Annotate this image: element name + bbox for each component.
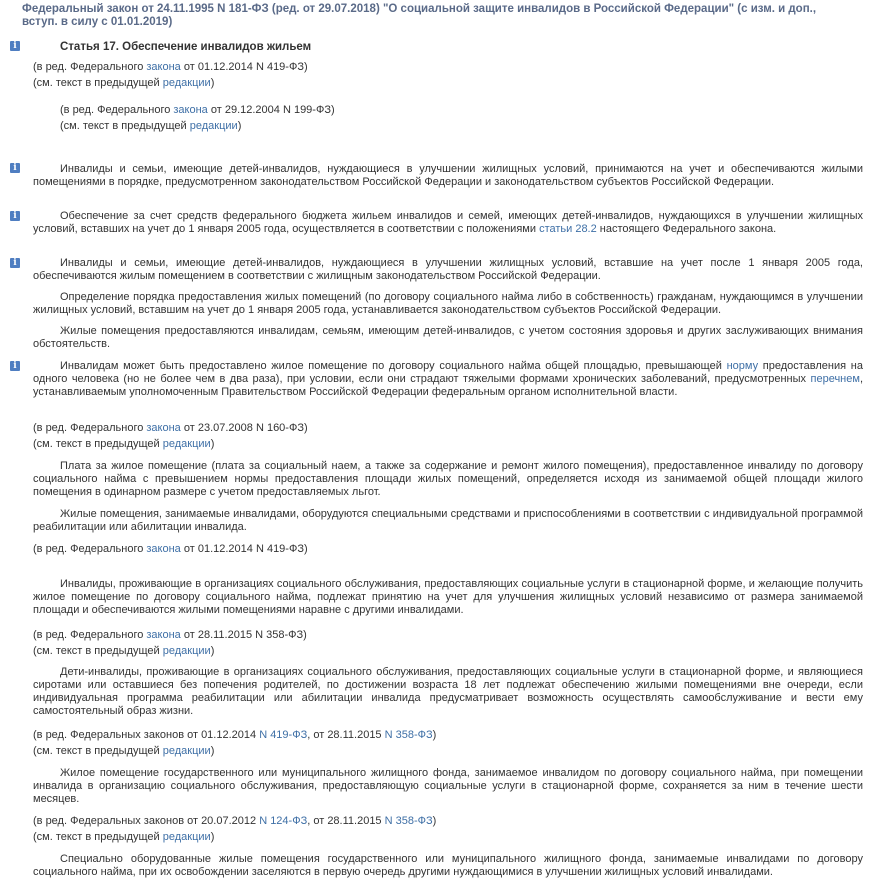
law-link[interactable]: закона: [173, 104, 208, 116]
article-title: Статья 17. Обеспечение инвалидов жильем: [60, 41, 312, 53]
info-icon[interactable]: i: [10, 163, 20, 173]
previous-edition-note: (см. текст в предыдущей редакции): [33, 77, 215, 89]
info-icon[interactable]: i: [10, 361, 20, 371]
paragraph: Жилые помещения, занимаемые инвалидами, оборудуются специальными средствами и приспособлениями в соответствии с индивидуальной программой реабилитации или абилитации инвалида.: [33, 508, 863, 533]
editions-link[interactable]: редакции: [162, 745, 211, 757]
law-link[interactable]: закона: [146, 543, 181, 555]
amendment-note: (в ред. Федерального закона от 29.12.2004 N 199-ФЗ): [60, 104, 335, 116]
article-28-2-link[interactable]: статьи 28.2: [539, 223, 597, 235]
paragraph: Специально оборудованные жилые помещения государственного или муниципального жилищного фонда, занимаемые инвалидами по договору социального найма, при их освобождении заселяются в первую очередь другими нуждающимися в улучшении жилищных условий инвалидами.: [33, 853, 863, 878]
info-icon[interactable]: i: [10, 258, 20, 268]
editions-link[interactable]: редакции: [162, 77, 211, 89]
paragraph: Дети-инвалиды, проживающие в организациях социального обслуживания, предоставляющих социальные услуги в стационарной форме, и являющиеся сиротами или оставшиеся без попечения родителей, по достижении возраста 18 лет подлежат обеспечению жилыми помещениями вне очереди, если индивидуальная программа реабилитации или абилитации инвалида предусматривает возможность осуществлять самообслуживание и вести ему самостоятельный образ жизни.: [33, 666, 863, 717]
editions-link[interactable]: редакции: [162, 438, 211, 450]
law-link[interactable]: закона: [146, 422, 181, 434]
header-line-1: Федеральный закон от 24.11.1995 N 181-ФЗ (ред. от 29.07.2018) "О социальной защите инвалидов в Российской Федерации" (с изм. и доп.,: [22, 3, 817, 15]
law-link[interactable]: закона: [146, 629, 181, 641]
paragraph: Инвалиды, проживающие в организациях социального обслуживания, предоставляющих социальные услуги в стационарной форме, и желающие получить жилое помещение по договору социального найма, подлежат принятию на учет для улучшения жилищных условий независимо от размера занимаемой площади и обеспечиваются жилыми помещениями наравне с другими инвалидами.: [33, 578, 863, 616]
amendment-note: (в ред. Федерального закона от 28.11.2015 N 358-ФЗ): [33, 629, 307, 641]
previous-edition-note: (см. текст в предыдущей редакции): [33, 645, 215, 657]
paragraph: Плата за жилое помещение (плата за социальный наем, а также за содержание и ремонт жилого помещения), предоставленное инвалиду по договору социального найма с превышением нормы предоставления площади жилых помещений, определяется исходя из занимаемой общей площади жилого помещения в одинарном размере с учетом предоставляемых льгот.: [33, 460, 863, 498]
previous-edition-note: (см. текст в предыдущей редакции): [33, 745, 215, 757]
amendment-note: (в ред. Федерального закона от 23.07.2008 N 160-ФЗ): [33, 422, 308, 434]
editions-link[interactable]: редакции: [189, 120, 238, 132]
law-419-link[interactable]: N 419-ФЗ: [259, 729, 308, 741]
previous-edition-note: (см. текст в предыдущей редакции): [60, 120, 242, 132]
previous-edition-note: (см. текст в предыдущей редакции): [33, 831, 215, 843]
paragraph: Обеспечение за счет средств федерального бюджета жильем инвалидов и семей, имеющих детей-инвалидов, нуждающихся в улучшении жилищных условий, вставших на учет до 1 января 2005 года, осуществляется в соответствии с положениями статьи 28.2 настоящего Федерального закона.: [33, 210, 863, 235]
norm-link[interactable]: норму: [726, 360, 759, 372]
paragraph: Инвалиды и семьи, имеющие детей-инвалидов, нуждающиеся в улучшении жилищных условий, принимаются на учет и обеспечиваются жилыми помещениями в порядке, предусмотренном законодательством Российской Федерации и законодательством субъектов Российской Федерации.: [33, 163, 863, 188]
editions-link[interactable]: редакции: [162, 645, 211, 657]
law-358-link[interactable]: N 358-ФЗ: [384, 729, 433, 741]
list-link[interactable]: перечнем: [810, 373, 860, 385]
paragraph: Жилое помещение государственного или муниципального жилищного фонда, занимаемое инвалидом по договору социального найма, при помещении инвалида в организацию социального обслуживания, предоставляющую социальные услуги в стационарной форме, сохраняется за ним в течение шести месяцев.: [33, 767, 863, 805]
law-124-link[interactable]: N 124-ФЗ: [259, 815, 308, 827]
law-link[interactable]: закона: [146, 61, 181, 73]
info-icon[interactable]: i: [10, 211, 20, 221]
law-358-link[interactable]: N 358-ФЗ: [384, 815, 433, 827]
editions-link[interactable]: редакции: [162, 831, 211, 843]
header-line-2: вступ. в силу с 01.01.2019): [22, 16, 173, 28]
paragraph: Инвалидам может быть предоставлено жилое помещение по договору социального найма общей площадью, превышающей норму предоставления на одного человека (но не более чем в два раза), при условии, если они страдают тяжелыми формами хронических заболеваний, предусмотренных перечнем, устанавливаемым уполномоченным Правительством Российской Федерации федеральным органом исполнительной власти.: [33, 360, 863, 398]
paragraph: Инвалиды и семьи, имеющие детей-инвалидов, нуждающиеся в улучшении жилищных условий, вставшие на учет после 1 января 2005 года, обеспечиваются жилым помещением в соответствии с жилищным законодательством Российской Федерации.: [33, 257, 863, 282]
info-icon[interactable]: i: [10, 41, 20, 51]
amendment-note: (в ред. Федерального закона от 01.12.2014 N 419-ФЗ): [33, 61, 308, 73]
paragraph: Определение порядка предоставления жилых помещений (по договору социального найма либо в собственность) гражданам, нуждающимся в улучшении жилищных условий, вставшим на учет до 1 января 2005 года, устанавливается законодательством субъектов Российской Федерации.: [33, 291, 863, 316]
paragraph: Жилые помещения предоставляются инвалидам, семьям, имеющим детей-инвалидов, с учетом состояния здоровья и других заслуживающих внимания обстоятельств.: [33, 325, 863, 350]
amendment-note: (в ред. Федеральных законов от 20.07.2012 N 124-ФЗ, от 28.11.2015 N 358-ФЗ): [33, 815, 437, 827]
document-header: [22, 3, 862, 29]
amendment-note: (в ред. Федеральных законов от 01.12.2014 N 419-ФЗ, от 28.11.2015 N 358-ФЗ): [33, 729, 437, 741]
amendment-note: (в ред. Федерального закона от 01.12.2014 N 419-ФЗ): [33, 543, 308, 555]
previous-edition-note: (см. текст в предыдущей редакции): [33, 438, 215, 450]
